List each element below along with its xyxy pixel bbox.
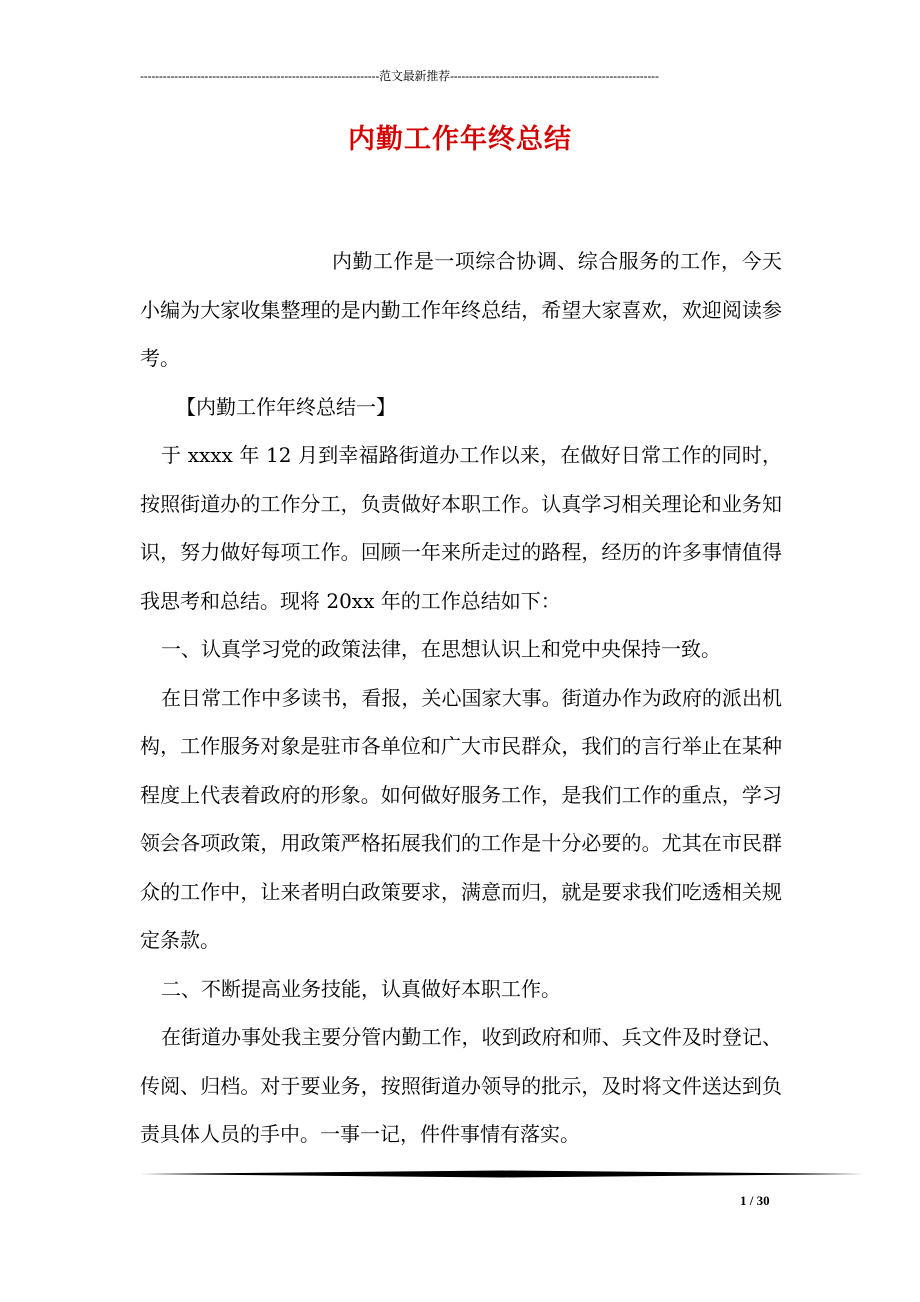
document-body [140, 237, 782, 1159]
section-heading: 【内勤工作年终总结一】 [176, 394, 396, 419]
header-banner: ---------------------------------------------------------------范文最新推荐------------------------------------------------------- [140, 69, 659, 83]
intro-paragraph: 内勤工作是一项综合协调、综合服务的工作，今天小编为大家收集整理的是内勤工作年终总结，希望大家喜欢，欢迎阅读参考。 [140, 249, 782, 370]
point-heading: 一、认真学习党的政策法律，在思想认识上和党中央保持一致。 [161, 637, 721, 661]
page-number: 1 / 30 [740, 1193, 770, 1208]
point-heading: 二、不断提高业务技能，认真做好本职工作。 [161, 976, 561, 1001]
body-paragraph: 在日常工作中多读书，看报，关心国家大事。街道办作为政府的派出机构，工作服务对象是驻市各单位和广大市民群众，我们的言行举止在某种程度上代表着政府的形象。如何做好服务工作，是我们工作的重点，学习领会各项政策，用政策严格拓展我们的工作是十分必要的。尤其在市民群众的工作中，让来者明白政策要求，满意而归，就是要求我们吃透相关规定条款。 [140, 685, 782, 952]
document-title: 内勤工作年终总结 [348, 124, 572, 155]
footer-divider [140, 1170, 864, 1178]
body-paragraph: 在街道办事处我主要分管内勤工作，收到政府和师、兵文件及时登记、传阅、归档。对于要业务，按照街道办领导的批示，及时将文件送达到负责具体人员的手中。一事一记，件件事情有落实。 [140, 1025, 782, 1146]
body-paragraph: 于 xxxx 年 12 月到幸福路街道办工作以来，在做好日常工作的同时，按照街道办的工作分工，负责做好本职工作。认真学习相关理论和业务知识，努力做好每项工作。回顾一年来所走过的路程，经历的许多事情值得我思考和总结。现将 20xx 年的工作总结如下： [140, 443, 782, 613]
